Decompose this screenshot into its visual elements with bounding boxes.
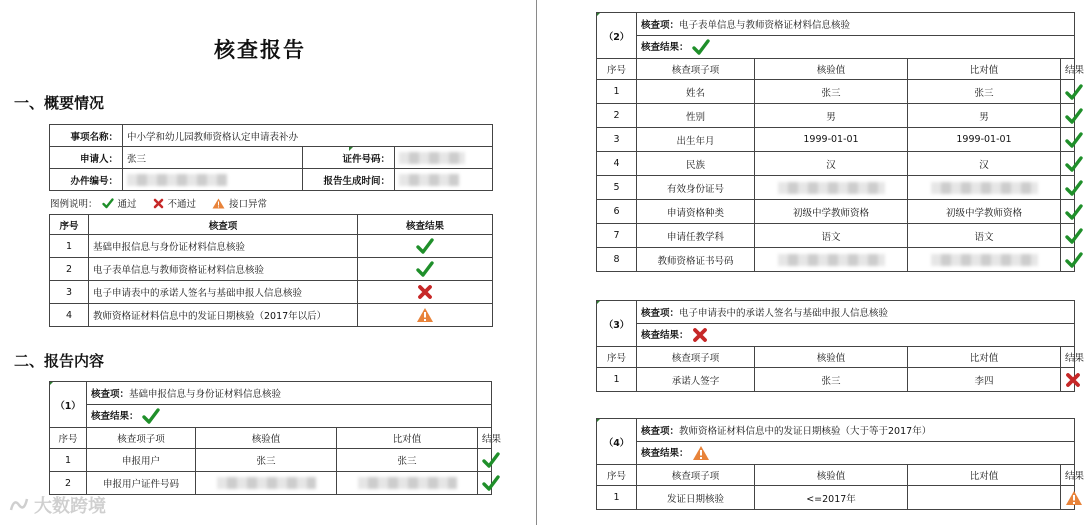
sub-item: 有效身份证号 (637, 176, 755, 200)
overview-header-cell: 序号 (50, 215, 89, 235)
overview-header-cell: 核查结果 (358, 215, 493, 235)
sub-item: 教师资格证书号码 (637, 248, 755, 272)
legend-fail-label: 不通过 (167, 199, 197, 210)
report-time-value (395, 169, 493, 191)
legend-prefix: 图例说明： (50, 199, 98, 210)
check-item-value: 教师资格证材料信息中的发证日期核验（大于等于2017年） (679, 426, 932, 437)
table-row (597, 128, 1075, 152)
warning-icon (692, 448, 710, 459)
row-number: 2 (50, 472, 87, 495)
check-value-redacted (755, 176, 908, 200)
table-row (50, 472, 492, 495)
overview-table (49, 214, 493, 327)
section-table (596, 300, 1084, 392)
cross-icon (358, 281, 493, 304)
table-row (597, 200, 1075, 224)
section-header-cell: 比对值 (337, 428, 478, 449)
section-item-line (637, 301, 1075, 324)
compare-value: 初级中学教师资格 (908, 200, 1061, 224)
section-index: （3） (597, 301, 637, 347)
check-result-label: 核查结果： (641, 41, 689, 53)
compare-value-redacted (908, 176, 1061, 200)
table-row (597, 176, 1075, 200)
check-icon (1061, 200, 1075, 224)
row-number: 4 (597, 152, 637, 176)
table-row (597, 80, 1075, 104)
compare-value: 汉 (908, 152, 1061, 176)
sub-item: 申报用户证件号码 (87, 472, 196, 495)
row-number: 6 (597, 200, 637, 224)
table-row (597, 368, 1075, 392)
check-result-label: 核查结果： (641, 329, 689, 341)
check-icon (142, 411, 160, 422)
compare-value: 1999-01-01 (908, 128, 1061, 152)
check-value: 张三 (755, 80, 908, 104)
section-result-line (637, 36, 1075, 59)
check-icon (478, 449, 492, 472)
check-icon (1061, 104, 1075, 128)
compare-value: 张三 (908, 80, 1061, 104)
row-number: 1 (597, 368, 637, 392)
section-header-cell: 序号 (597, 347, 637, 368)
row-number: 3 (50, 281, 89, 304)
row-number: 1 (597, 486, 637, 510)
section-header-cell: 核查项子项 (87, 428, 196, 449)
check-item: 电子申请表中的承诺人签名与基础申报人信息核验 (89, 281, 358, 304)
report-title: 核查报告 (214, 37, 306, 62)
check-item: 电子表单信息与教师资格证材料信息核验 (89, 258, 358, 281)
sub-item: 申请资格种类 (637, 200, 755, 224)
check-icon (1061, 80, 1075, 104)
section-index: （1） (50, 382, 87, 428)
check-value: 语文 (755, 224, 908, 248)
section-header-cell: 核验值 (755, 465, 908, 486)
section-header-cell: 结果 (478, 428, 492, 449)
id-number-value (395, 147, 493, 169)
cross-icon (1061, 368, 1075, 392)
check-value: 男 (755, 104, 908, 128)
legend-cross-icon (153, 198, 164, 209)
summary-table (49, 124, 493, 191)
section-table (596, 418, 1084, 510)
check-icon (358, 258, 493, 281)
section-overview-heading: 一、概要情况 (14, 94, 105, 112)
compare-value: 语文 (908, 224, 1061, 248)
row-number: 1 (597, 80, 637, 104)
check-value-redacted (755, 248, 908, 272)
check-icon (1061, 152, 1075, 176)
row-number: 8 (597, 248, 637, 272)
legend-warning-icon (212, 198, 225, 209)
check-icon (692, 42, 710, 53)
check-value: <=2017年 (755, 486, 908, 510)
section-header-cell: 序号 (597, 59, 637, 80)
section-header-cell: 序号 (597, 465, 637, 486)
sub-item: 申报用户 (87, 449, 196, 472)
sub-item: 姓名 (637, 80, 755, 104)
table-row (50, 304, 493, 327)
section-index: （2） (597, 13, 637, 59)
report-right-page (540, 0, 1084, 525)
compare-value: 男 (908, 104, 1061, 128)
row-number: 4 (50, 304, 89, 327)
row-number: 3 (597, 128, 637, 152)
applicant-label: 申请人： (50, 147, 123, 169)
watermark (8, 492, 106, 518)
report-time-label: 报告生成时间： (303, 169, 395, 191)
section-result-line (87, 405, 492, 428)
sub-item: 民族 (637, 152, 755, 176)
check-item: 基础申报信息与身份证材料信息核验 (89, 235, 358, 258)
warning-icon (358, 304, 493, 327)
section-index: （4） (597, 419, 637, 465)
check-icon (1061, 176, 1075, 200)
overview-header-cell: 核查项 (89, 215, 358, 235)
compare-value-redacted (908, 248, 1061, 272)
compare-value: 李四 (908, 368, 1061, 392)
watermark-logo-icon (8, 496, 30, 514)
check-icon (1061, 248, 1075, 272)
section-header-cell: 核查项子项 (637, 347, 755, 368)
legend (50, 196, 267, 210)
table-row (50, 258, 493, 281)
section-item-line (87, 382, 492, 405)
section-header-cell: 核查项子项 (637, 465, 755, 486)
check-result-label: 核查结果： (641, 447, 689, 459)
table-row (597, 104, 1075, 128)
section-table (596, 12, 1084, 272)
section-header-cell: 核验值 (755, 347, 908, 368)
legend-check-icon (102, 198, 114, 209)
section-content-heading: 二、报告内容 (14, 352, 105, 370)
check-item-value: 电子表单信息与教师资格证材料信息核验 (679, 20, 851, 31)
section-header-cell: 比对值 (908, 59, 1061, 80)
warning-icon (1061, 486, 1075, 510)
case-number-value (123, 169, 303, 191)
section-header-cell: 核查项子项 (637, 59, 755, 80)
check-value-redacted (196, 472, 337, 495)
row-number: 1 (50, 235, 89, 258)
sub-item: 性别 (637, 104, 755, 128)
table-row (597, 486, 1075, 510)
item-name-value: 中小学和幼儿园教师资格认定申请表补办 (123, 125, 493, 147)
check-item-label: 核查项： (641, 308, 680, 319)
case-number-label: 办件编号： (50, 169, 123, 191)
check-item-value: 基础申报信息与身份证材料信息核验 (129, 389, 282, 400)
watermark-text: 大数跨境 (34, 496, 106, 517)
section-header-cell: 结果 (1061, 59, 1075, 80)
row-number: 2 (50, 258, 89, 281)
check-icon (478, 472, 492, 495)
check-icon (1061, 224, 1075, 248)
section-header-cell: 结果 (1061, 465, 1075, 486)
check-value: 汉 (755, 152, 908, 176)
sub-item: 申请任教学科 (637, 224, 755, 248)
check-item-label: 核查项： (641, 426, 680, 437)
table-row (50, 235, 493, 258)
section-item-line (637, 13, 1075, 36)
section-header-cell: 比对值 (908, 347, 1061, 368)
cross-icon (692, 330, 708, 341)
section-item-line (637, 419, 1075, 442)
check-item: 教师资格证材料信息中的发证日期核验（2017年以后） (89, 304, 358, 327)
section-result-line (637, 324, 1075, 347)
sub-item: 发证日期核验 (637, 486, 755, 510)
check-value: 初级中学教师资格 (755, 200, 908, 224)
section-table (49, 381, 502, 495)
section-header-cell: 比对值 (908, 465, 1061, 486)
section-result-line (637, 442, 1075, 465)
legend-error-label: 接口异常 (229, 199, 268, 210)
sub-item: 承诺人签字 (637, 368, 755, 392)
table-row (597, 248, 1075, 272)
compare-value (908, 486, 1061, 510)
check-item-value: 电子申请表中的承诺人签名与基础申报人信息核验 (679, 308, 889, 319)
section-header-cell: 核验值 (755, 59, 908, 80)
report-left-page (0, 0, 535, 525)
row-number: 7 (597, 224, 637, 248)
table-row (597, 152, 1075, 176)
section-header-cell: 核验值 (196, 428, 337, 449)
check-result-label: 核查结果： (91, 410, 139, 422)
section-header-cell: 序号 (50, 428, 87, 449)
row-number: 1 (50, 449, 87, 472)
compare-value: 张三 (337, 449, 478, 472)
legend-pass-label: 通过 (117, 199, 137, 210)
table-row (597, 224, 1075, 248)
check-item-label: 核查项： (91, 389, 130, 400)
row-number: 5 (597, 176, 637, 200)
check-value: 1999-01-01 (755, 128, 908, 152)
row-number: 2 (597, 104, 637, 128)
id-number-label: 证件号码： (303, 147, 395, 169)
section-header-cell: 结果 (1061, 347, 1075, 368)
sub-item: 出生年月 (637, 128, 755, 152)
check-item-label: 核查项： (641, 20, 680, 31)
table-row (50, 281, 493, 304)
page-divider (536, 0, 537, 525)
applicant-value: 张三 (123, 147, 303, 169)
check-value: 张三 (196, 449, 337, 472)
check-value: 张三 (755, 368, 908, 392)
table-row (50, 449, 492, 472)
compare-value-redacted (337, 472, 478, 495)
check-icon (358, 235, 493, 258)
item-name-label: 事项名称： (50, 125, 123, 147)
check-icon (1061, 128, 1075, 152)
